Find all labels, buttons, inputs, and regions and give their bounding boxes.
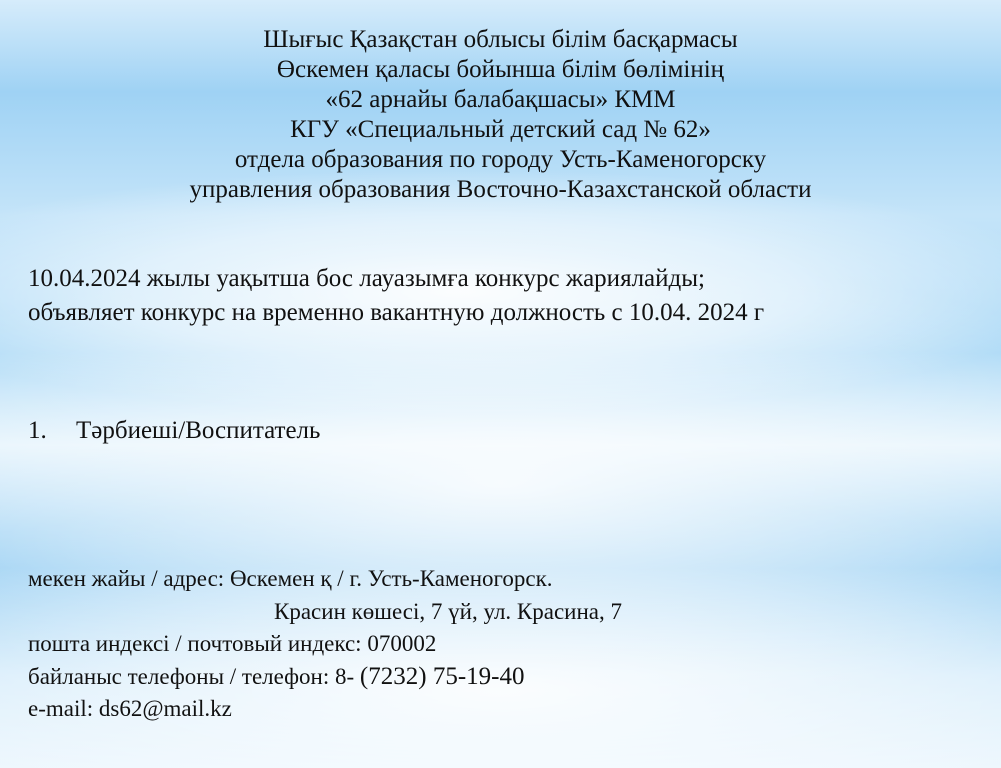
- postal-code: 070002: [367, 631, 437, 656]
- phone-label: байланыс телефоны / телефон:: [28, 663, 335, 689]
- vacancy-list: [28, 414, 320, 448]
- email-label: e-mail:: [28, 696, 99, 721]
- header-line: «62 арнайы балабақшасы» КММ: [325, 86, 676, 113]
- organization-header: [0, 25, 1001, 205]
- announcement-russian: объявляет конкурс на временно вакантную должность с 10.04. 2024 г: [28, 299, 765, 326]
- phone-prefix: 8-: [335, 663, 360, 689]
- address-row-continued: [28, 596, 622, 629]
- announcement-kazakh: 10.04.2024 жылы уақытша бос лауазымға конкурс жариялайды;: [28, 265, 705, 292]
- address-line1: Өскемен қ / г. Усть-Каменогорск.: [229, 566, 553, 591]
- vacancy-title: Тәрбиеші/Воспитатель: [76, 417, 321, 444]
- header-line: Шығыс Қазақстан облысы білім басқармасы: [263, 26, 738, 53]
- header-line: управления образования Восточно-Казахстанской области: [189, 176, 812, 203]
- announcement: [28, 262, 764, 330]
- contact-info: [28, 563, 622, 726]
- phone-number: (7232) 75-19-40: [359, 662, 525, 690]
- vacancy-item: [28, 414, 320, 448]
- vacancy-number: 1.: [28, 417, 47, 444]
- header-line: Өскемен қаласы бойынша білім бөлімінің: [276, 56, 725, 83]
- address-row: [28, 563, 622, 596]
- postal-label: пошта индексі / почтовый индекс:: [28, 631, 368, 656]
- address-line2: Красин көшесі, 7 үй, ул. Красина, 7: [274, 598, 622, 624]
- email-row: [28, 693, 622, 726]
- postal-row: [28, 628, 622, 661]
- address-label: мекен жайы / адрес:: [28, 566, 230, 591]
- header-line: КГУ «Специальный детский сад № 62»: [290, 116, 711, 143]
- email-address: ds62@mail.kz: [98, 696, 232, 721]
- header-line: отдела образования по городу Усть-Каменогорску: [234, 146, 767, 173]
- phone-row: [28, 661, 622, 694]
